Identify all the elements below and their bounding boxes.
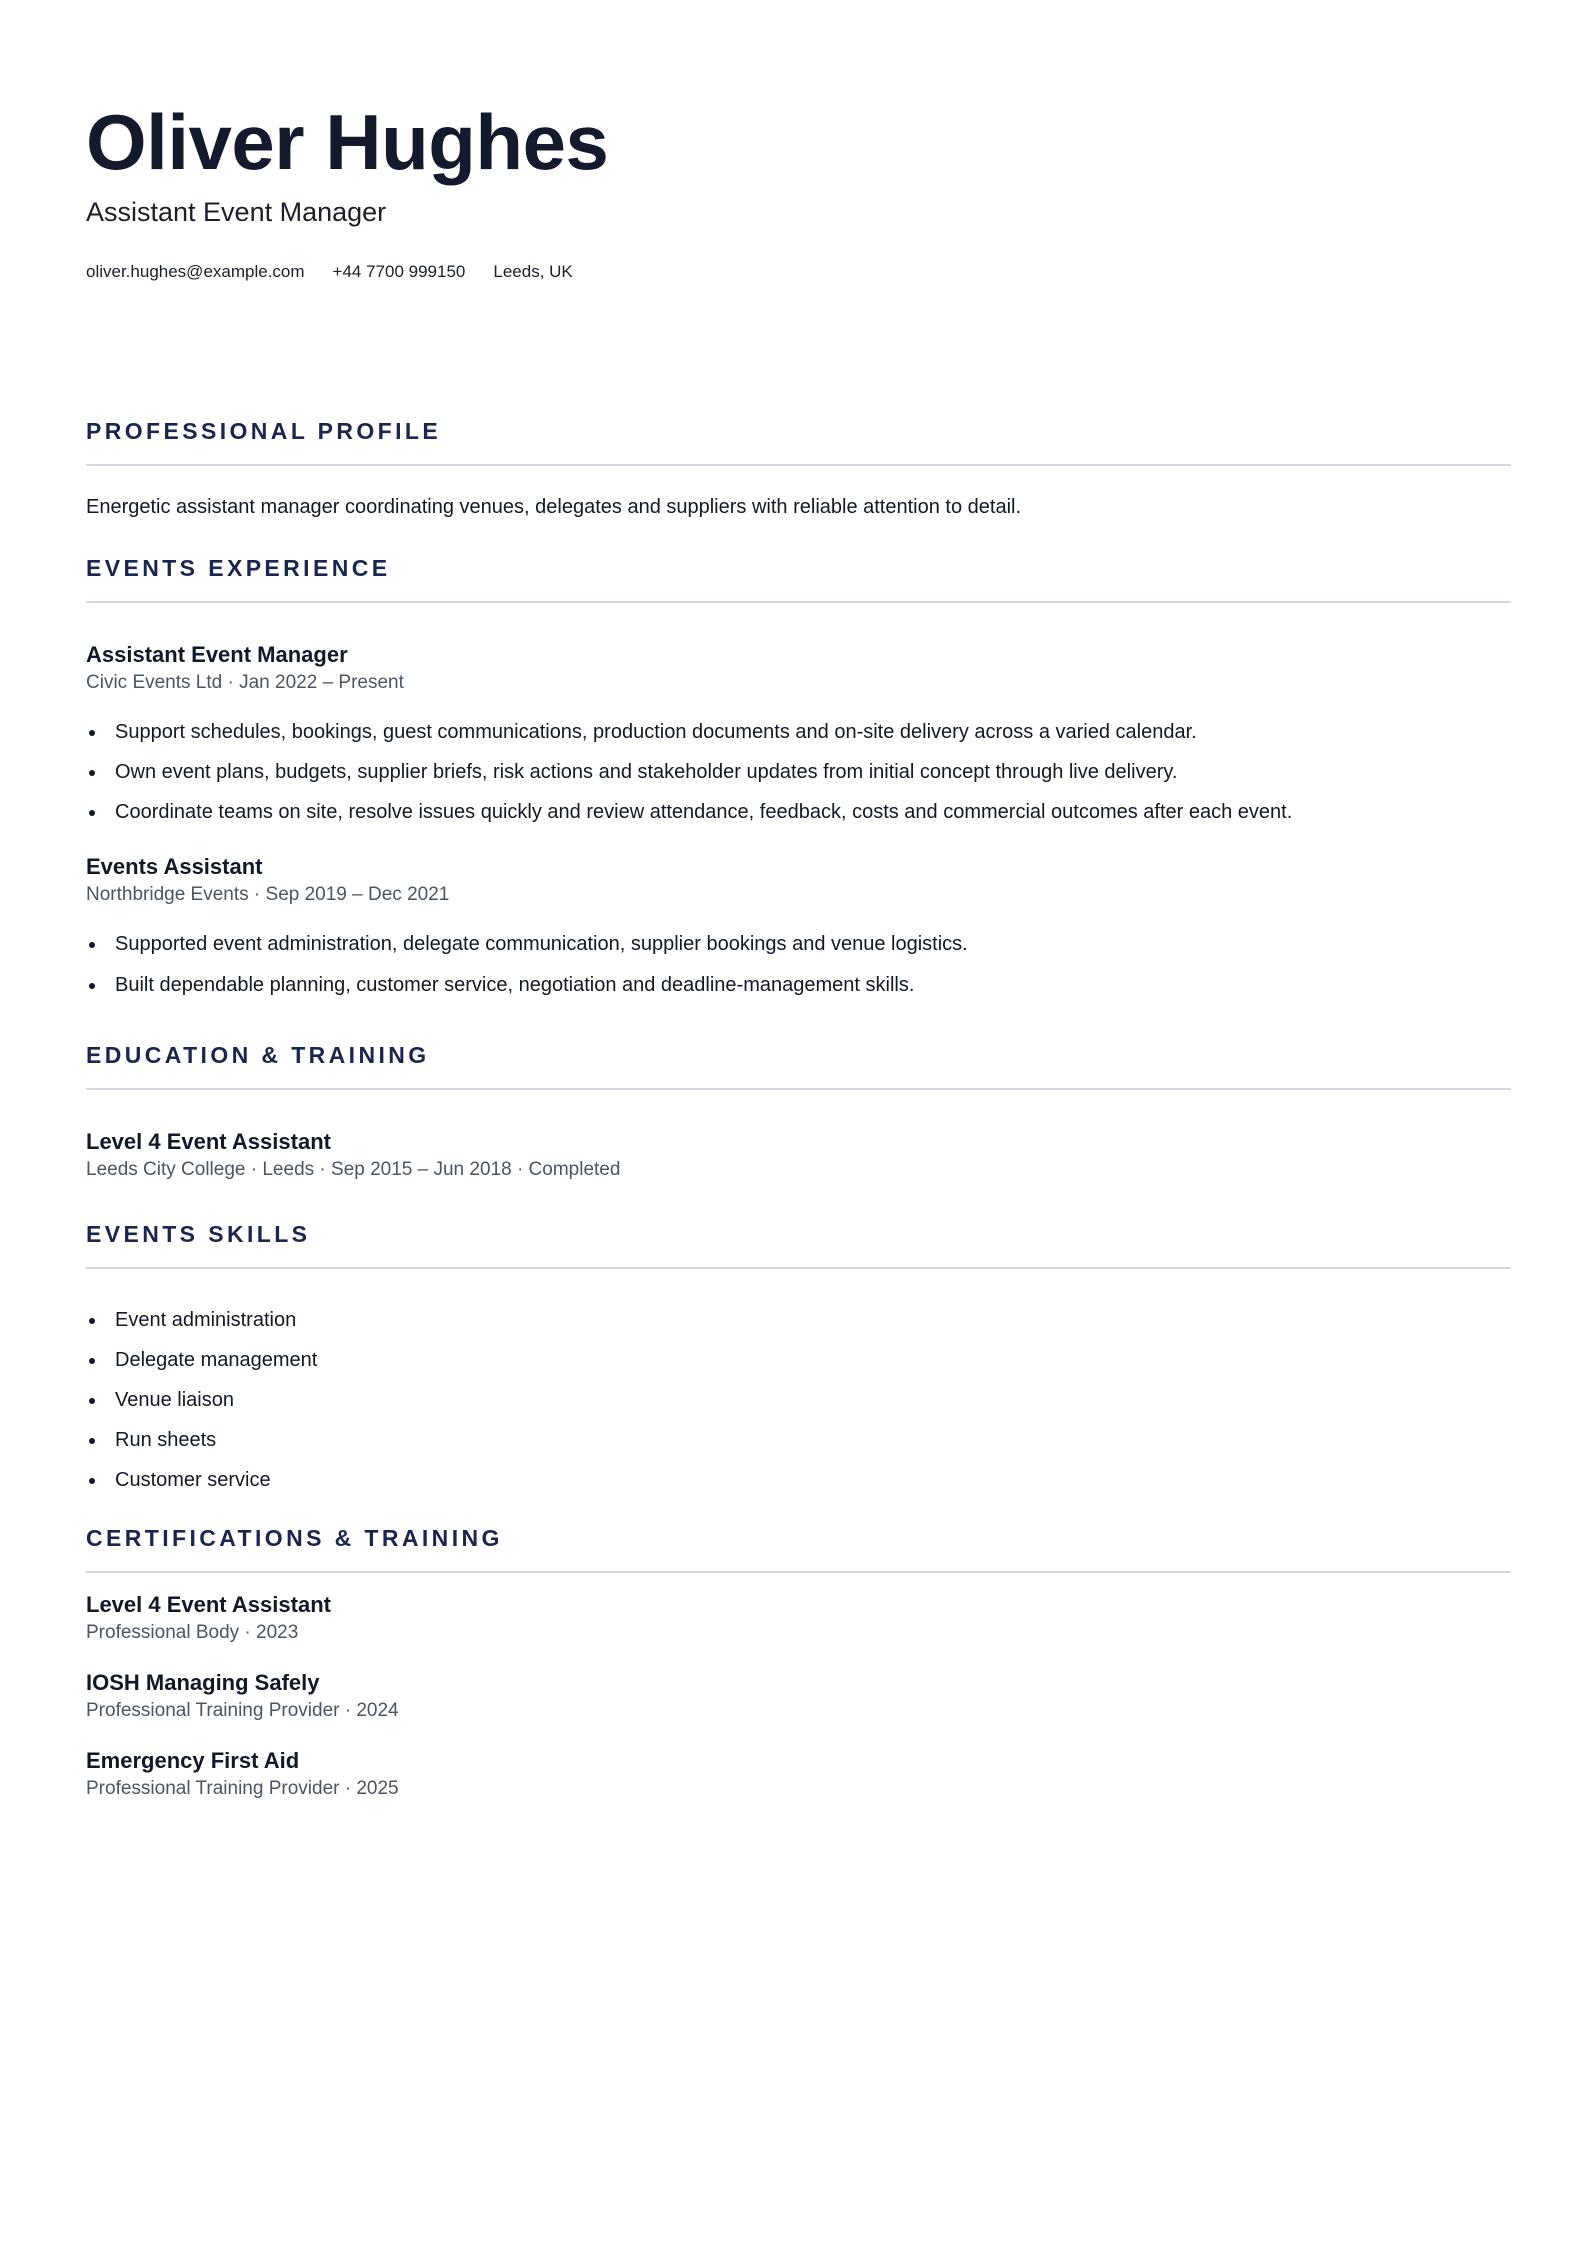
skill-item: Customer service [86,1466,1511,1494]
certification-entry [86,1668,1511,1724]
certifications-section [86,1523,1511,1802]
certification-title: Emergency First Aid [86,1748,300,1773]
job-entry [86,640,1511,826]
section-divider [86,1088,1511,1090]
section-heading: EVENTS EXPERIENCE [86,555,391,581]
education-meta: Leeds City College · Leeds · Sep 2015 – Jun 2018 · Completed [86,1159,621,1180]
skill-item: Venue liaison [86,1386,1511,1414]
skill-item: Run sheets [86,1426,1511,1454]
section-divider [86,464,1511,466]
job-entry [86,852,1511,999]
education-section [86,1040,1511,1183]
skills-list [86,1306,1511,1494]
certification-entry [86,1590,1511,1646]
section-heading: PROFESSIONAL PROFILE [86,418,442,444]
list-item: Supported event administration, delegate communication, supplier bookings and venue logistics. [86,930,1511,958]
section-divider [86,601,1511,603]
section-heading: EVENTS SKILLS [86,1221,311,1247]
experience-section [86,553,1511,999]
job-title: Events Assistant [86,854,263,879]
certification-title: IOSH Managing Safely [86,1670,320,1695]
profile-section [86,416,1511,521]
candidate-title: Assistant Event Manager [86,197,387,227]
contact-email: oliver.hughes@example.com [86,262,305,281]
skills-section [86,1219,1511,1494]
section-heading: CERTIFICATIONS & TRAINING [86,1525,503,1551]
job-bullets [86,930,1511,999]
skill-item: Delegate management [86,1346,1511,1374]
list-item: Built dependable planning, customer service, negotiation and deadline-management skills. [86,971,1511,999]
list-item: Coordinate teams on site, resolve issues quickly and review attendance, feedback, costs and commercial outcomes after each event. [86,798,1511,826]
list-item: Own event plans, budgets, supplier briefs, risk actions and stakeholder updates from initial concept through live delivery. [86,758,1511,786]
section-divider [86,1571,1511,1573]
certification-meta: Professional Training Provider · 2024 [86,1700,399,1721]
certification-meta: Professional Body · 2023 [86,1622,299,1643]
job-meta: Northbridge Events · Sep 2019 – Dec 2021 [86,884,450,905]
list-item: Support schedules, bookings, guest communications, production documents and on-site delivery across a varied calendar. [86,718,1511,746]
job-meta: Civic Events Ltd · Jan 2022 – Present [86,672,404,693]
candidate-name: Oliver Hughes [86,98,609,186]
skill-item: Event administration [86,1306,1511,1334]
job-title: Assistant Event Manager [86,642,348,667]
contact-info [86,262,573,282]
job-bullets [86,718,1511,826]
contact-phone: +44 7700 999150 [332,262,466,281]
certification-title: Level 4 Event Assistant [86,1592,331,1617]
education-title: Level 4 Event Assistant [86,1129,331,1154]
education-entry [86,1127,1511,1183]
profile-summary: Energetic assistant manager coordinating venues, delegates and suppliers with reliable attention to detail. [86,496,1022,518]
section-divider [86,1267,1511,1269]
certification-entry [86,1746,1511,1802]
contact-location: Leeds, UK [493,262,573,281]
section-heading: EDUCATION & TRAINING [86,1042,430,1068]
certification-meta: Professional Training Provider · 2025 [86,1778,399,1799]
